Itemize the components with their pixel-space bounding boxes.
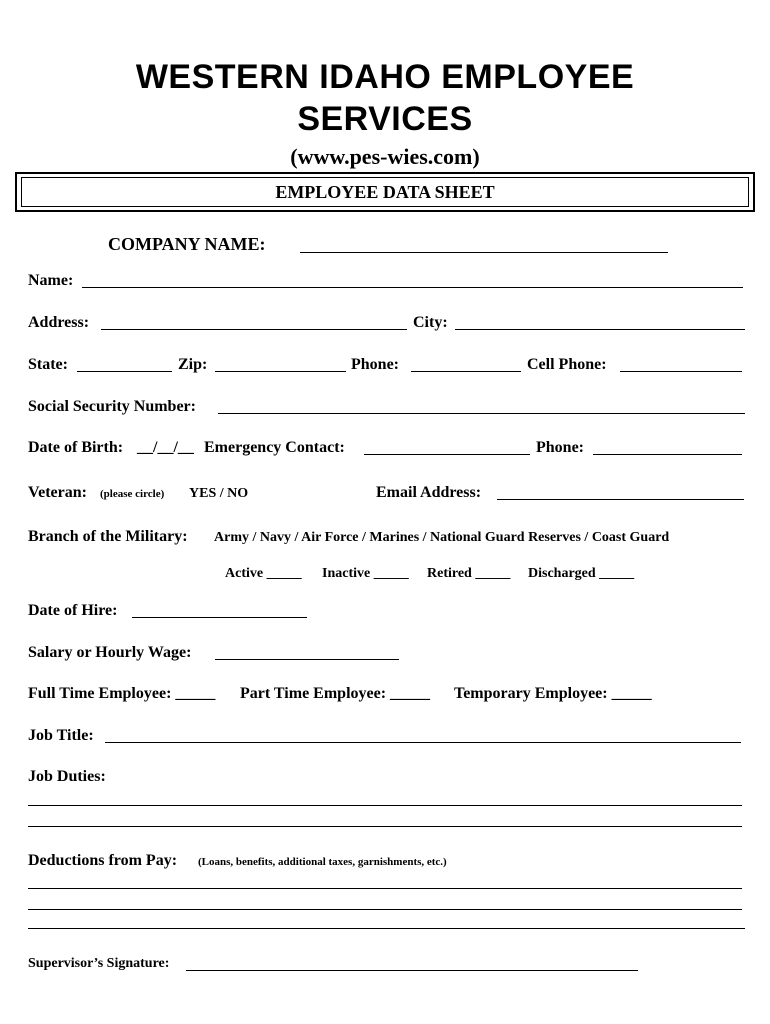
dob-field[interactable]: __/__/__	[137, 439, 194, 456]
name-field[interactable]	[82, 287, 743, 288]
ssn-label: Social Security Number:	[28, 398, 196, 415]
status-discharged[interactable]: Discharged _____	[528, 566, 635, 581]
date-of-hire-label: Date of Hire:	[28, 602, 118, 619]
job-title-field[interactable]	[105, 742, 741, 743]
emergency-phone-label: Phone:	[536, 439, 584, 456]
job-duties-line-2[interactable]	[28, 826, 742, 827]
full-time-option[interactable]: Full Time Employee: _____	[28, 685, 216, 702]
state-field[interactable]	[77, 371, 172, 372]
name-label: Name:	[28, 272, 74, 289]
deductions-note: (Loans, benefits, additional taxes, garnishments, etc.)	[198, 856, 447, 868]
job-duties-label: Job Duties:	[28, 768, 106, 785]
phone-field[interactable]	[411, 371, 521, 372]
company-name-field[interactable]	[300, 252, 668, 253]
branch-label: Branch of the Military:	[28, 528, 188, 545]
state-label: State:	[28, 356, 68, 373]
city-field[interactable]	[455, 329, 745, 330]
status-inactive[interactable]: Inactive _____	[322, 566, 409, 581]
deductions-label: Deductions from Pay:	[28, 852, 178, 869]
date-of-hire-field[interactable]	[132, 617, 307, 618]
salary-field[interactable]	[215, 659, 399, 660]
deductions-line-3[interactable]	[28, 928, 745, 929]
phone-label: Phone:	[351, 356, 399, 373]
veteran-label: Veteran:	[28, 484, 87, 501]
zip-label: Zip:	[178, 356, 208, 373]
cell-phone-label: Cell Phone:	[527, 356, 607, 373]
branch-options[interactable]: Army / Navy / Air Force / Marines / National Guard Reserves / Coast Guard	[214, 530, 670, 545]
sheet-title: EMPLOYEE DATA SHEET	[21, 177, 749, 207]
email-field[interactable]	[497, 499, 744, 500]
veteran-options[interactable]: YES / NO	[189, 486, 249, 501]
cell-phone-field[interactable]	[620, 371, 742, 372]
supervisor-signature-field[interactable]	[186, 970, 638, 971]
zip-field[interactable]	[215, 371, 346, 372]
temporary-option[interactable]: Temporary Employee: _____	[454, 685, 652, 702]
form-title-line1: WESTERN IDAHO EMPLOYEE	[135, 58, 635, 96]
job-title-label: Job Title:	[28, 727, 94, 744]
emergency-phone-field[interactable]	[593, 454, 742, 455]
emergency-contact-field[interactable]	[364, 454, 530, 455]
status-active[interactable]: Active _____	[225, 566, 302, 581]
city-label: City:	[413, 314, 448, 331]
deductions-line-1[interactable]	[28, 888, 742, 889]
address-label: Address:	[28, 314, 90, 331]
emergency-contact-label: Emergency Contact:	[204, 439, 345, 456]
email-label: Email Address:	[376, 484, 482, 501]
job-duties-line-1[interactable]	[28, 805, 742, 806]
dob-label: Date of Birth:	[28, 439, 124, 456]
ssn-field[interactable]	[218, 413, 745, 414]
address-field[interactable]	[101, 329, 407, 330]
deductions-line-2[interactable]	[28, 909, 742, 910]
website-url: (www.pes-wies.com)	[290, 144, 480, 169]
part-time-option[interactable]: Part Time Employee: _____	[240, 685, 431, 702]
supervisor-signature-label: Supervisor’s Signature:	[28, 956, 170, 971]
salary-label: Salary or Hourly Wage:	[28, 644, 192, 661]
status-retired[interactable]: Retired _____	[427, 566, 511, 581]
form-title-line2: SERVICES	[297, 100, 473, 138]
veteran-note: (please circle)	[100, 488, 165, 500]
company-name-label: COMPANY NAME:	[108, 234, 266, 254]
